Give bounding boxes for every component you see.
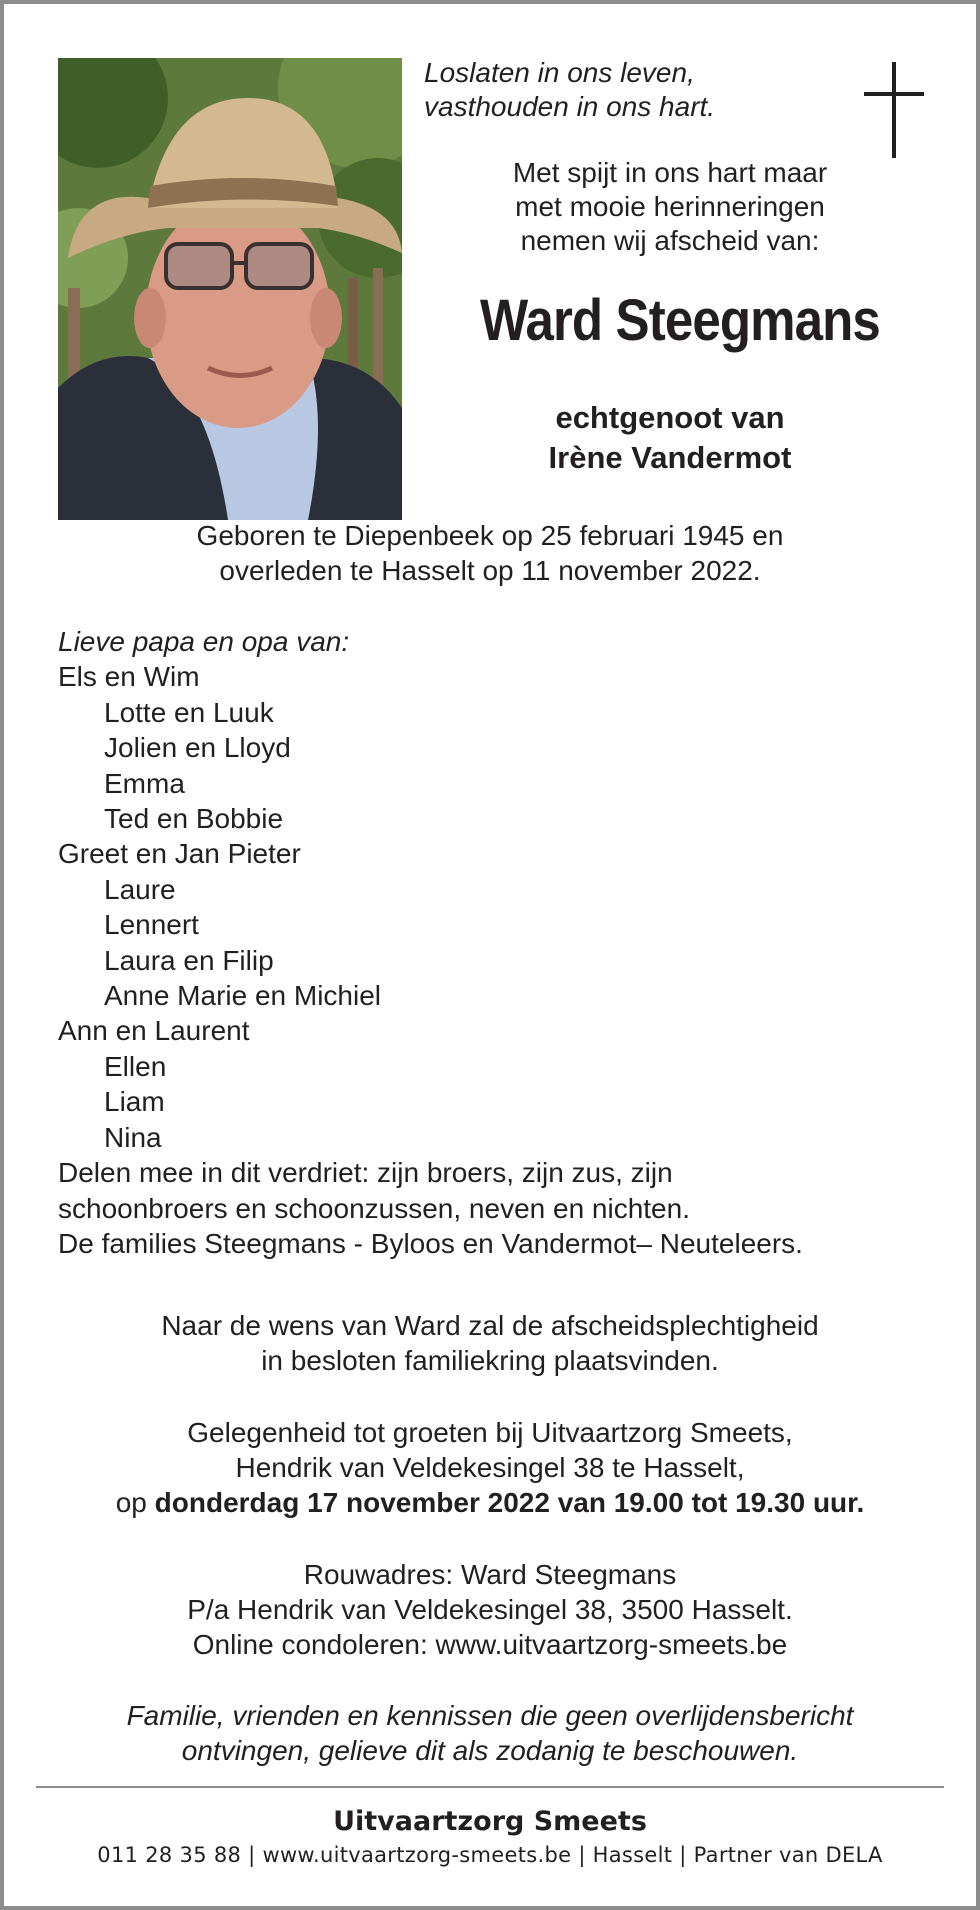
family-member-line: Jolien en Lloyd — [104, 732, 291, 764]
family-member-line: Els en Wim — [58, 661, 200, 693]
condolence-line: Online condoleren: www.uitvaartzorg-smeets.be — [192, 1629, 788, 1660]
family-member-line: Liam — [104, 1086, 165, 1118]
family-member-line: Ann en Laurent — [58, 1015, 250, 1047]
ceremony-info — [20, 1308, 960, 1378]
family-member-line: Ted en Bobbie — [104, 803, 284, 835]
death-line: overleden te Hasselt op 11 november 2022. — [219, 555, 761, 586]
notice-line: ontvingen, gelieve dit als zodanig te beschouwen. — [181, 1735, 799, 1766]
family-member-line: Nina — [104, 1121, 162, 1153]
family-member-line: Laure — [104, 873, 176, 905]
portrait-photo — [58, 58, 402, 520]
deceased-name: Ward Steegmans — [480, 288, 880, 353]
family-member-line: Lotte en Luuk — [104, 696, 274, 728]
notice — [20, 1698, 960, 1768]
footer-divider — [36, 1786, 944, 1788]
family-member-line: Lennert — [104, 909, 199, 941]
intro-line: Met spijt in ons hart maar — [512, 157, 828, 188]
greeting-prefix: op — [115, 1487, 147, 1518]
quote-line: vasthouden in ons hart. — [424, 91, 716, 122]
share-line: schoonbroers en schoonzussen, neven en nichten. — [58, 1192, 690, 1224]
spouse-block — [440, 398, 900, 478]
spouse-name: Irène Vandermot — [548, 440, 792, 475]
family-member-line: Greet en Jan Pieter — [58, 838, 301, 870]
greeting-datetime-line — [20, 1485, 960, 1520]
greeting-line: Hendrik van Veldekesingel 38 te Hasselt, — [235, 1452, 745, 1483]
address-line: P/a Hendrik van Veldekesingel 38, 3500 Hasselt. — [187, 1594, 793, 1625]
funeral-home-name: Uitvaartzorg Smeets — [333, 1806, 647, 1837]
family-members — [58, 659, 938, 1155]
funeral-home-contact: 011 28 35 88 | www.uitvaartzorg-smeets.be | Hasselt | Partner van DELA — [97, 1843, 883, 1867]
birth-death-info — [40, 518, 940, 588]
address-line: Rouwadres: Ward Steegmans — [303, 1559, 677, 1590]
family-member-line: Anne Marie en Michiel — [104, 980, 382, 1012]
relation-label: echtgenoot van — [555, 400, 785, 435]
family-heading: Lieve papa en opa van: — [58, 626, 350, 657]
notice-line: Familie, vrienden en kennissen die geen overlijdensbericht — [126, 1700, 854, 1731]
quote — [424, 56, 824, 124]
intro-text — [440, 156, 900, 258]
share-line: De families Steegmans - Byloos en Vandermot– Neuteleers. — [58, 1227, 803, 1259]
ceremony-line: in besloten familiekring plaatsvinden. — [261, 1345, 719, 1376]
family-member-line: Emma — [104, 767, 185, 799]
greeting-line: Gelegenheid tot groeten bij Uitvaartzorg Smeets, — [187, 1417, 793, 1448]
family-member-line: Ellen — [104, 1050, 167, 1082]
cross-icon — [864, 62, 924, 158]
ceremony-line: Naar de wens van Ward zal de afscheidsplechtigheid — [161, 1310, 819, 1341]
birth-line: Geboren te Diepenbeek op 25 februari 1945 en — [196, 520, 784, 551]
greeting-datetime: donderdag 17 november 2022 van 19.00 tot 19.30 uur. — [154, 1487, 865, 1518]
share-line: Delen mee in dit verdriet: zijn broers, zijn zus, zijn — [58, 1157, 673, 1189]
intro-line: nemen wij afscheid van: — [520, 225, 820, 256]
quote-line: Loslaten in ons leven, — [424, 57, 695, 88]
intro-line: met mooie herinneringen — [515, 191, 825, 222]
family-list — [58, 624, 938, 1261]
address-info — [20, 1557, 960, 1662]
greeting-info — [20, 1415, 960, 1520]
family-member-line: Laura en Filip — [104, 944, 274, 976]
